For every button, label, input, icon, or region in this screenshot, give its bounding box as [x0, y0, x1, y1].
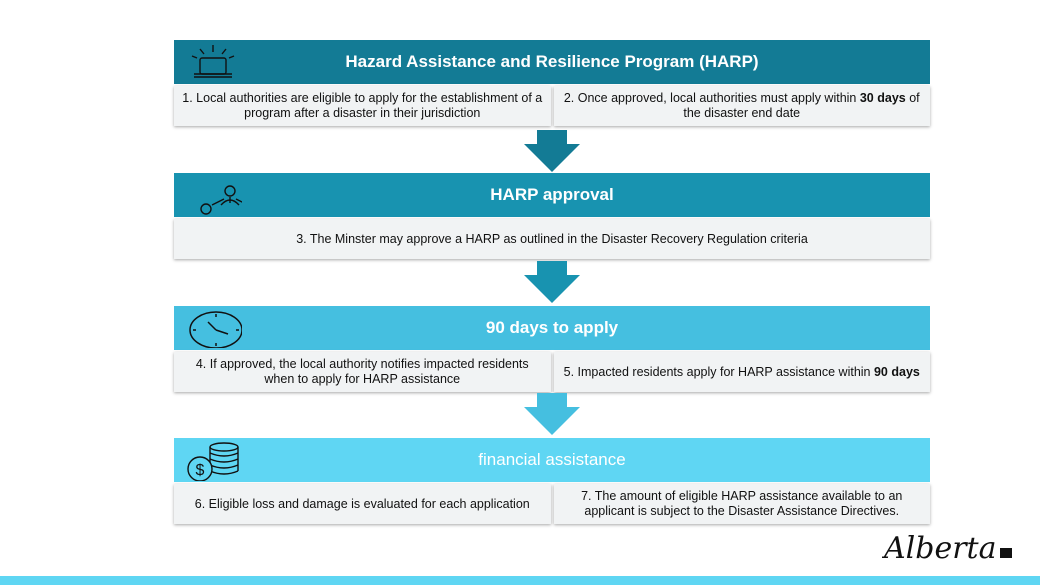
section-harp-approval: [174, 173, 930, 259]
step-3-box: 3. The Minster may approve a HARP as outlined in the Disaster Recovery Regulation criteria: [174, 219, 930, 259]
section-title: Hazard Assistance and Resilience Program (HARP): [345, 52, 759, 71]
step-7-box: 7. The amount of eligible HARP assistance available to an applicant is subject to the Disaster Assistance Directives.: [554, 484, 931, 524]
section-90-days: [174, 306, 930, 392]
step-6-box: 6. Eligible loss and damage is evaluated for each application: [174, 484, 551, 524]
down-arrow-3: [522, 393, 582, 435]
section-header: [174, 40, 930, 84]
section-header: [174, 438, 930, 482]
section-title: HARP approval: [490, 185, 614, 204]
down-arrow-1: [522, 130, 582, 172]
alarm-siren-icon: [182, 42, 242, 82]
section-title: financial assistance: [478, 450, 626, 469]
step-4-box: 4. If approved, the local authority notifies impacted residents when to apply for HARP assistance: [174, 352, 551, 392]
clock-icon: [182, 308, 242, 348]
down-arrow-2: [522, 261, 582, 303]
bottom-accent-bar: [0, 576, 1040, 585]
section-header: [174, 173, 930, 217]
section-financial-assistance: [174, 438, 930, 524]
money-coins-icon: [182, 441, 242, 481]
step-1-box: 1. Local authorities are eligible to apply for the establishment of a program after a disaster in their jurisdiction: [174, 86, 551, 126]
section-header: [174, 306, 930, 350]
svg-text:$: $: [195, 462, 205, 479]
section-harp-program: [174, 40, 930, 126]
people-network-icon: [182, 175, 242, 215]
alberta-logo: [882, 526, 1022, 568]
step-2-box: 2. Once approved, local authorities must apply within 30 days of the disaster end date: [554, 86, 931, 126]
svg-text:Alberta: Alberta: [884, 531, 997, 566]
section-title: 90 days to apply: [485, 318, 619, 337]
step-5-box: 5. Impacted residents apply for HARP assistance within 90 days: [554, 352, 931, 392]
